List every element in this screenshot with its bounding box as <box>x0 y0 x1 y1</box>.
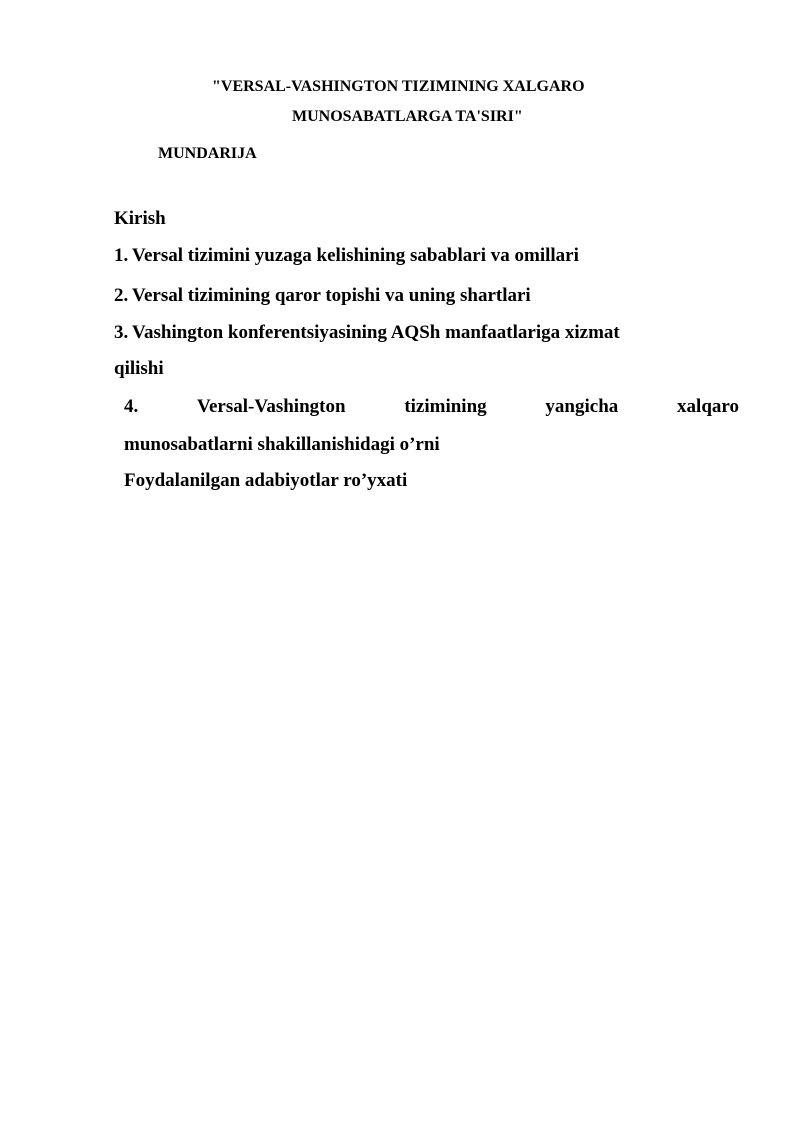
table-of-contents-heading: MUNDARIJA <box>158 145 257 162</box>
toc-entry-4-continuation: munosabatlarni shakillanishidagi o’rni <box>124 434 440 455</box>
document-title-line-2: MUNOSABATLARGA TA'SIRI" <box>292 108 523 125</box>
toc-entry-2 <box>114 285 531 307</box>
toc-entry-1 <box>114 245 579 267</box>
toc-entry-number: 3. <box>114 322 129 343</box>
toc-entry-3 <box>114 322 620 344</box>
toc-entry-3-continuation: qilishi <box>114 358 164 379</box>
toc-entry-4 <box>124 396 739 418</box>
toc-entry-4-word: 4. <box>124 396 139 417</box>
toc-entry-intro: Kirish <box>114 208 166 229</box>
document-title-line-1: "VERSAL-VASHINGTON TIZIMINING XALGARO <box>212 78 585 95</box>
toc-entry-text: Versal tizimini yuzaga kelishining sabablari va omillari <box>132 245 579 266</box>
toc-entry-4-word: yangicha <box>545 396 619 417</box>
toc-entry-number: 2. <box>114 285 129 306</box>
toc-entry-references: Foydalanilgan adabiyotlar ro’yxati <box>124 470 408 491</box>
toc-entry-4-word: xalqaro <box>677 396 739 417</box>
toc-entry-4-word: Versal-Vashington <box>197 396 346 417</box>
toc-entry-4-word: tizimining <box>404 396 487 417</box>
toc-entry-text: Vashington konferentsiyasining AQSh manfaatlariga xizmat <box>132 322 620 343</box>
toc-entry-number: 1. <box>114 245 129 266</box>
toc-entry-text: Versal tizimining qaror topishi va uning shartlari <box>132 285 531 306</box>
